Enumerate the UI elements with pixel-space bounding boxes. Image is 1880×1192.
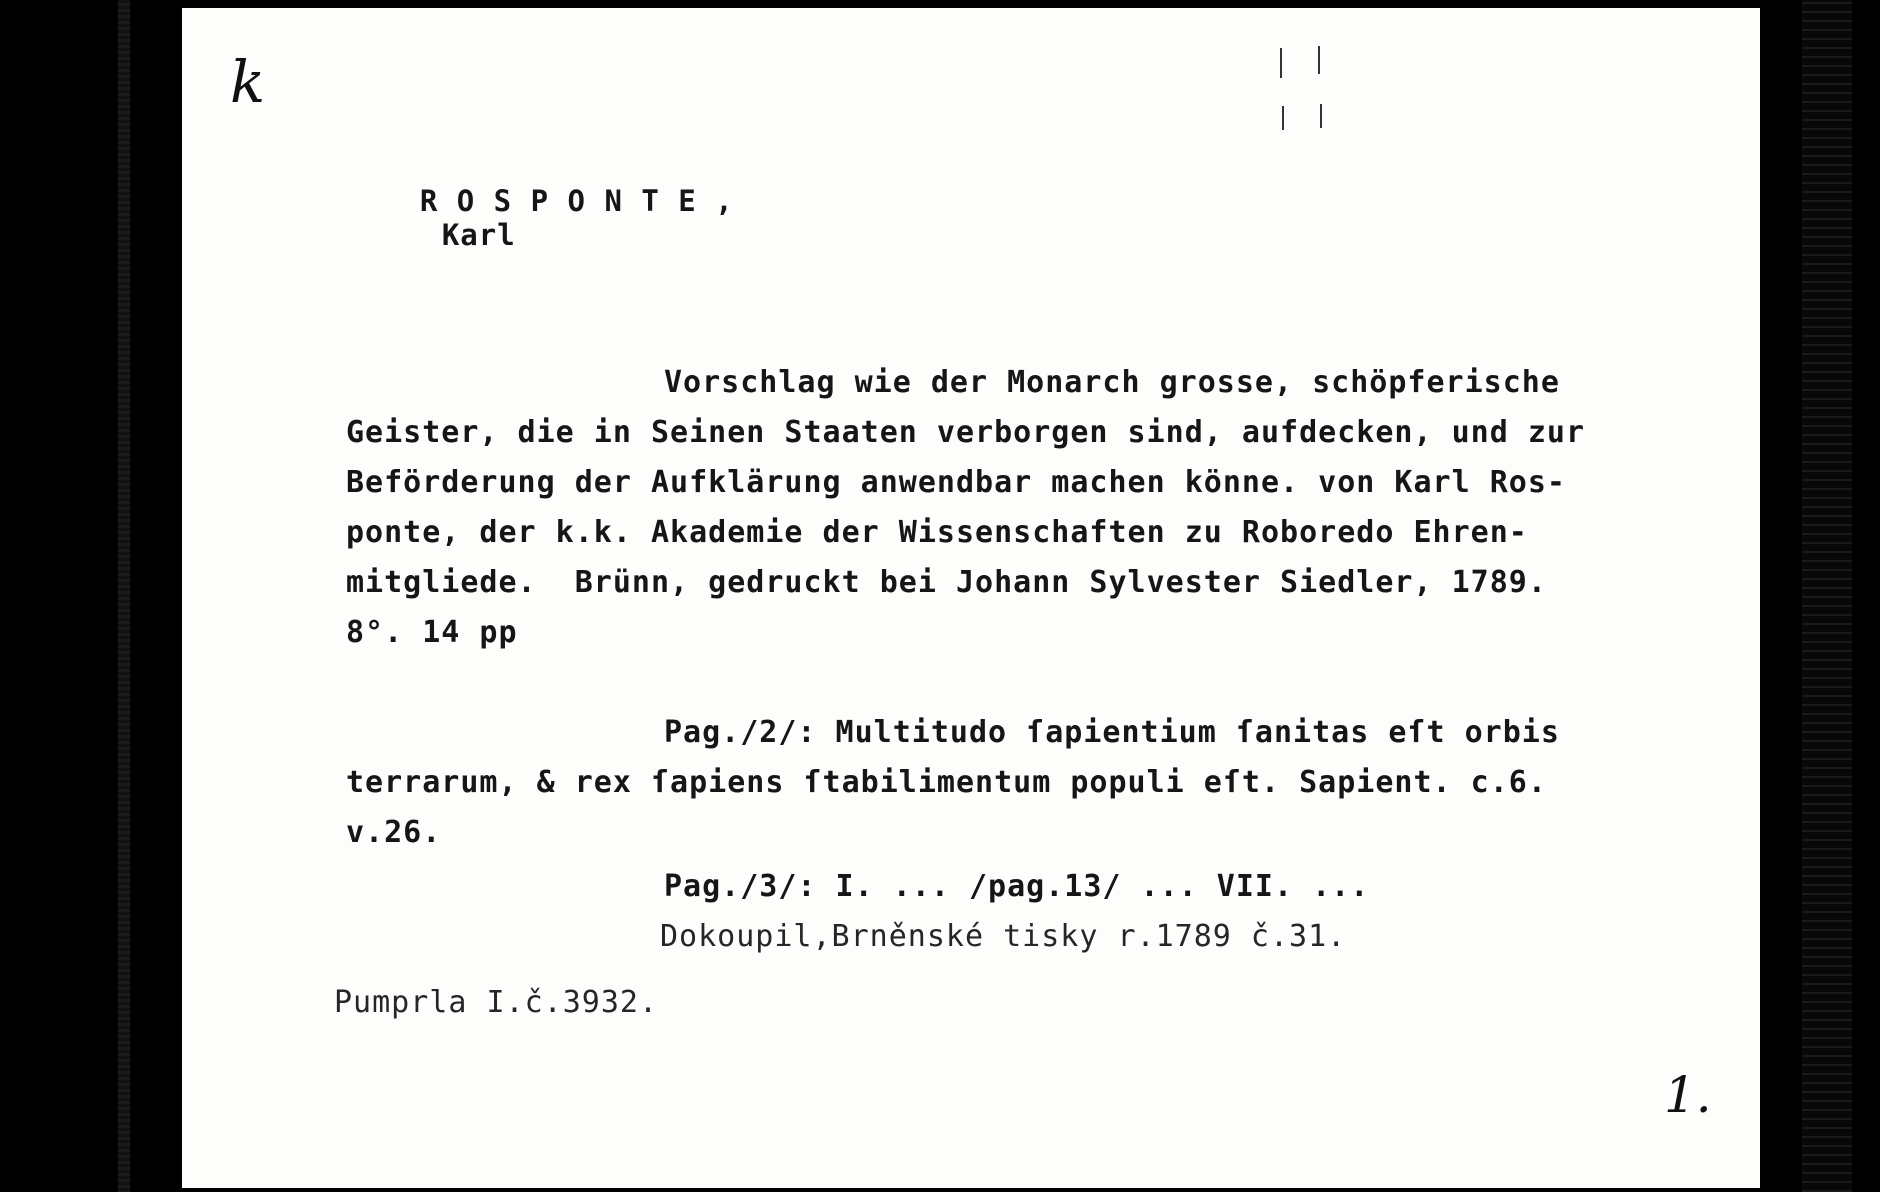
pencil-mark <box>1318 46 1320 74</box>
scan-border-left <box>118 0 130 1192</box>
motto-line: terrarum, & rex ſapiens ſtabilimentum populi eſt. Sapient. c.6. <box>346 765 1547 800</box>
pagination-note: Pag./3/: I. ... /pag.13/ ... VII. ... <box>664 869 1370 904</box>
pencil-mark <box>1280 48 1282 78</box>
title-line: ponte, der k.k. Akademie der Wissenschaften zu Roboredo Ehren- <box>346 515 1528 550</box>
motto-line: Pag./2/: Multitudo ſapientium ſanitas eſt orbis <box>664 715 1560 750</box>
title-line: mitgliede. Brünn, gedruckt bei Johann Sylvester Siedler, 1789. <box>346 565 1547 600</box>
author-given-name: Karl <box>441 218 516 252</box>
scan-border-right <box>1802 0 1852 1192</box>
handwritten-card-number: 1. <box>1664 1066 1712 1124</box>
catalog-number: Pumprla I.č.3932. <box>334 985 659 1020</box>
catalog-card <box>182 8 1760 1188</box>
author-surname: R O S P O N T E , <box>419 184 734 218</box>
title-line: 8°. 14 pp <box>346 615 518 650</box>
bibliographic-reference: Dokoupil,Brněnské tisky r.1789 č.31. <box>660 919 1347 954</box>
title-line: Beförderung der Aufklärung anwendbar machen könne. von Karl Ros- <box>346 465 1566 500</box>
handwritten-initial: k <box>230 48 266 116</box>
pencil-mark <box>1320 104 1322 128</box>
motto-line: v.26. <box>346 815 442 850</box>
title-line: Geister, die in Seinen Staaten verborgen sind, aufdecken, und zur <box>346 415 1585 450</box>
pencil-mark <box>1282 106 1284 130</box>
author-heading <box>346 150 734 286</box>
title-line: Vorschlag wie der Monarch grosse, schöpferische <box>664 365 1560 400</box>
